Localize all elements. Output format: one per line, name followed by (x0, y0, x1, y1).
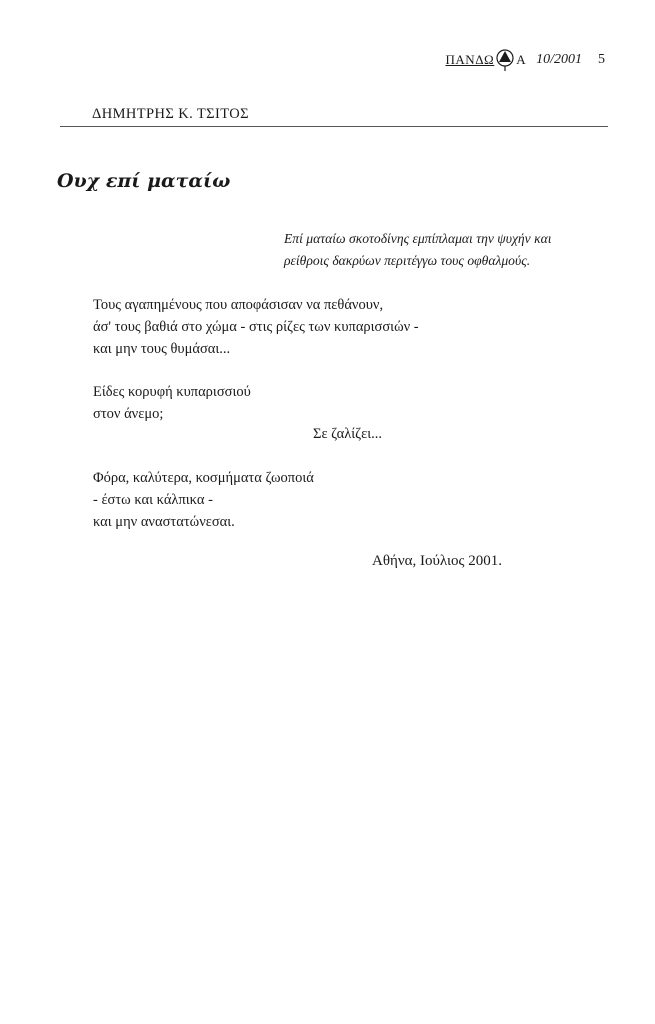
poem-title: Ουχ επί ματαίω (57, 170, 231, 192)
verse-line: στον άνεμο; (93, 406, 164, 422)
epigraph-line: Επί ματαίω σκοτοδίνης εμπίπλαμαι την ψυχήν και (284, 231, 552, 246)
verse-line: άσ' τους βαθιά στο χώμα - στις ρίζες των κυπαρισσιών - (93, 319, 419, 335)
verse-line: Είδες κορυφή κυπαρισσιού (93, 384, 251, 400)
header-rule (60, 126, 608, 127)
magazine-logo-suffix: Α (516, 52, 527, 67)
logo-emblem-icon (495, 48, 515, 72)
verse-line: και μην τους θυμάσαι... (93, 341, 231, 357)
verse-line: και μην αναστατώνεσαι. (93, 514, 235, 530)
magazine-logo (446, 48, 527, 72)
stanza-1 (93, 294, 419, 360)
verse-line-indented: Σε ζαλίζει... (313, 426, 383, 442)
verse-line: Φόρα, καλύτερα, κοσμήματα ζωοποιά (93, 470, 314, 486)
author-name: ΔΗΜΗΤΡΗΣ Κ. ΤΣΙΤΟΣ (92, 106, 249, 122)
verse-line: - έστω και κάλπικα - (93, 492, 213, 508)
stanza-3 (93, 467, 314, 533)
verse-line: Τους αγαπημένους που αποφάσισαν να πεθάνουν, (93, 297, 384, 313)
magazine-logo-prefix: ΠΑΝΔΩ (445, 52, 495, 67)
epigraph-line: ρείθροις δακρύων περιτέγγω τους οφθαλμούς. (284, 253, 531, 268)
place-date-signature: Αθήνα, Ιούλιος 2001. (372, 553, 502, 569)
page-number: 5 (598, 52, 605, 67)
stanza-2 (93, 381, 251, 425)
epigraph (284, 228, 609, 272)
issue-number: 10/2001 (536, 52, 582, 67)
running-head (446, 48, 605, 72)
